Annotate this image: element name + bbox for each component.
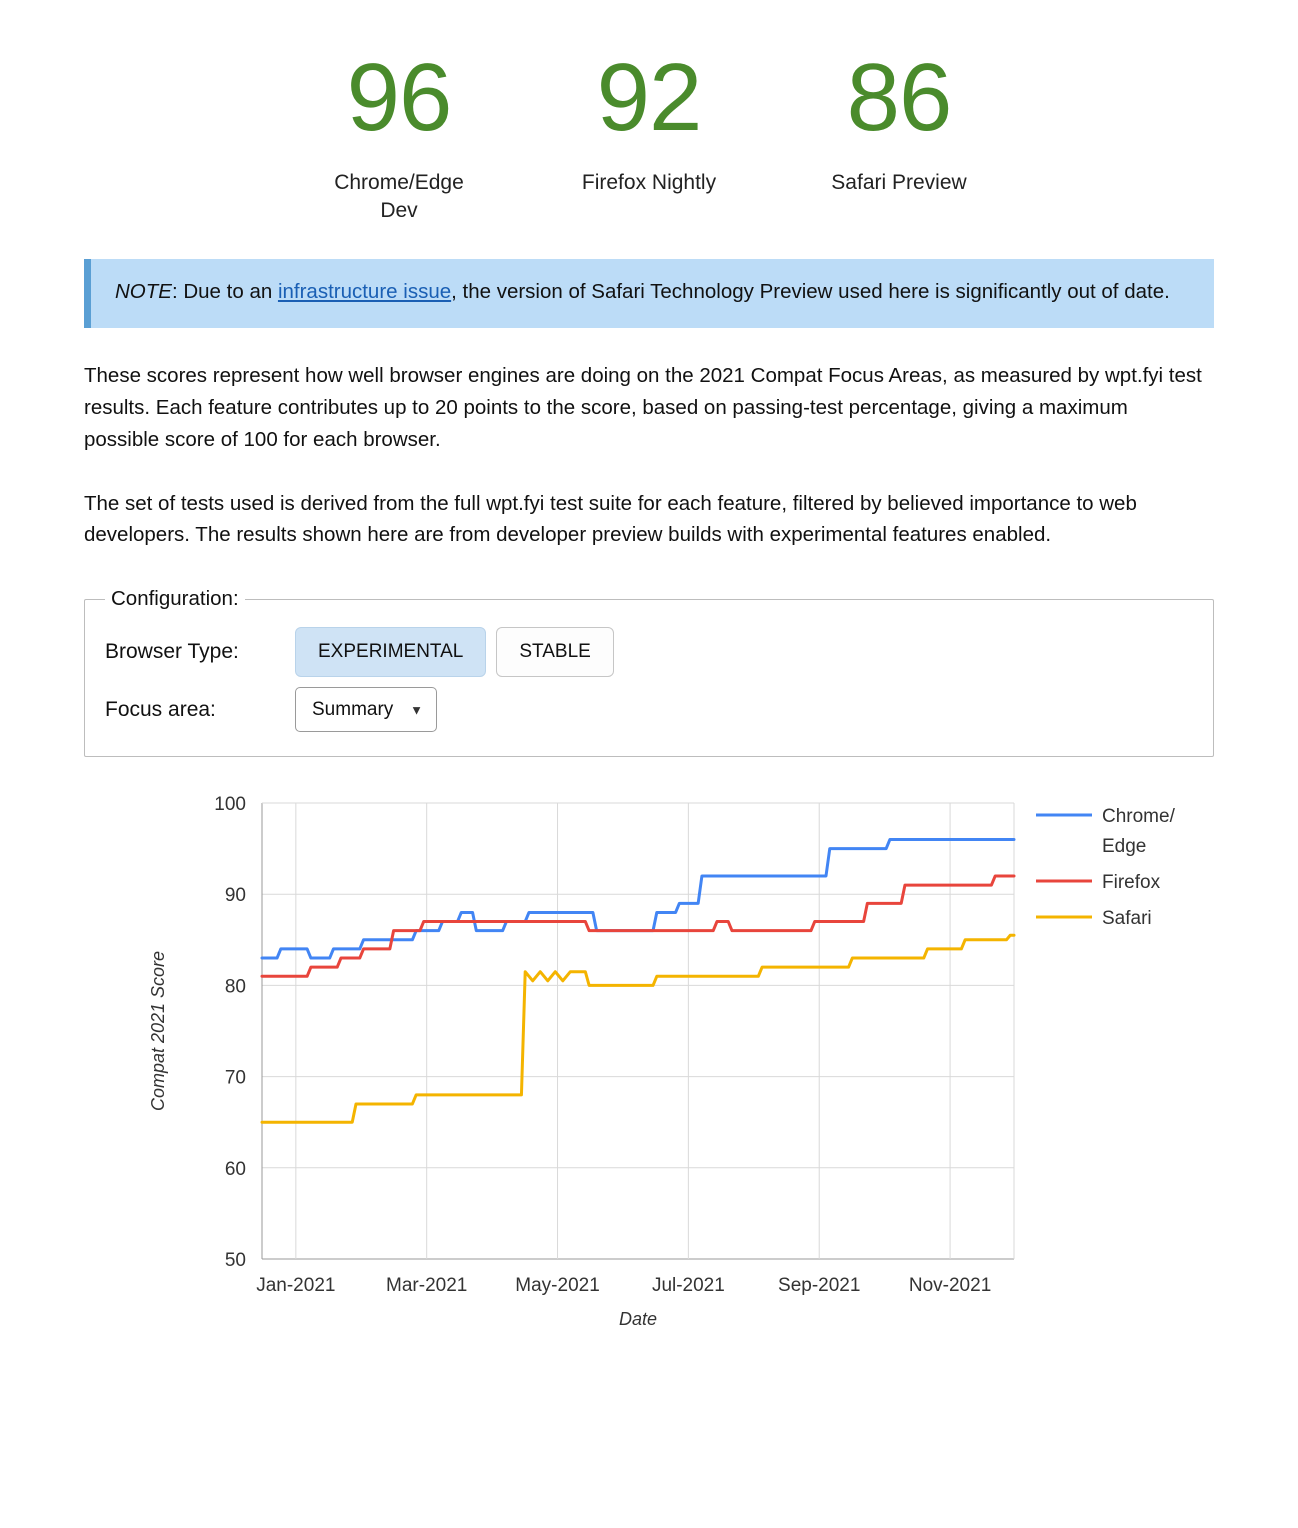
legend-label: Firefox	[1102, 872, 1161, 894]
focus-area-select[interactable]	[295, 687, 437, 732]
browser-type-label: Browser Type:	[105, 640, 239, 664]
x-tick-label: May-2021	[515, 1275, 600, 1297]
score-card-chrome	[274, 44, 524, 225]
focus-area-row	[105, 687, 1193, 732]
configuration-panel	[84, 587, 1214, 757]
note-text-after: , the version of Safari Technology Preview used here is significantly out of date.	[451, 280, 1170, 304]
score-label-firefox: Firefox Nightly	[581, 170, 717, 194]
infrastructure-issue-link[interactable]: infrastructure issue	[277, 280, 452, 304]
legend-label: Chrome/	[1102, 806, 1175, 828]
x-tick-label: Jan-2021	[256, 1275, 336, 1297]
score-summary	[0, 0, 1298, 225]
configuration-legend: Configuration:	[111, 587, 239, 611]
series-line-firefox	[262, 876, 1014, 976]
x-tick-label: Sep-2021	[778, 1275, 861, 1297]
note-banner	[84, 259, 1214, 328]
note-text-before: : Due to an	[171, 280, 278, 304]
score-card-safari	[774, 44, 1024, 225]
x-tick-label: Nov-2021	[908, 1275, 992, 1297]
score-value-firefox: 92	[596, 44, 702, 151]
focus-area-label: Focus area:	[105, 697, 216, 721]
description-paragraph-1: These scores represent how well browser engines are doing on the 2021 Compat Focus Areas, as measured by wpt.fyi test results. Each feature contributes up to 20 points to the score, based on passing-test percentage, giving a maximum possible score of 100 for each browser.	[84, 364, 1202, 451]
y-axis-label: Compat 2021 Score	[148, 951, 168, 1112]
score-value-chrome: 96	[346, 44, 452, 151]
y-tick-label: 60	[224, 1158, 246, 1180]
browser-type-row	[105, 627, 1193, 677]
legend-label: Safari	[1102, 908, 1152, 930]
series-line-safari	[262, 935, 1014, 1122]
browser-type-button-group	[295, 627, 614, 677]
y-tick-label: 100	[214, 794, 246, 816]
chevron-down-icon: ▼	[410, 702, 423, 718]
y-tick-label: 90	[224, 885, 246, 907]
experimental-button[interactable]: EXPERIMENTAL	[295, 627, 486, 677]
y-tick-label: 50	[224, 1250, 246, 1272]
x-tick-label: Jul-2021	[651, 1275, 725, 1297]
chart-svg	[0, 785, 1298, 1345]
note-prefix: NOTE	[115, 280, 172, 304]
y-tick-label: 70	[224, 1067, 246, 1089]
score-value-safari: 86	[846, 44, 952, 151]
x-axis-label: Date	[618, 1309, 658, 1330]
score-label-safari: Safari Preview	[831, 170, 967, 194]
legend-label-continued: Edge	[1102, 836, 1147, 858]
compat-score-chart	[0, 785, 1298, 1345]
score-card-firefox	[524, 44, 774, 225]
stable-button[interactable]: STABLE	[496, 627, 613, 677]
score-label-chrome: Chrome/Edge Dev	[334, 170, 464, 223]
x-tick-label: Mar-2021	[386, 1275, 468, 1297]
y-tick-label: 80	[224, 976, 246, 998]
focus-area-select-wrapper	[295, 687, 437, 732]
description-paragraph-2: The set of tests used is derived from the full wpt.fyi test suite for each feature, filtered by believed importance to web developers. The results shown here are from developer preview builds with experimental features enabled.	[84, 491, 1137, 547]
